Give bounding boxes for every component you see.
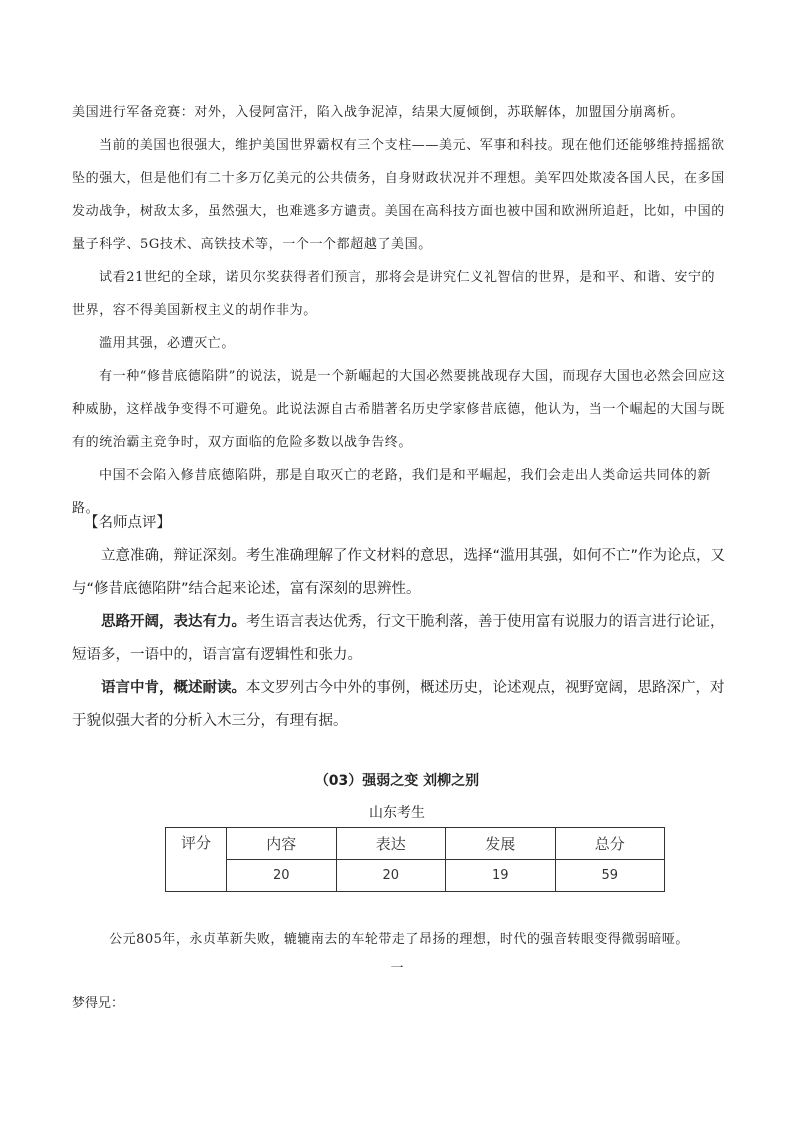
score-value: 59 <box>555 860 665 892</box>
score-header: 发展 <box>446 828 556 860</box>
comment-heading: 【名师点评】 <box>84 515 171 531</box>
score-row-label: 评分 <box>166 828 227 892</box>
score-header: 表达 <box>336 828 446 860</box>
essay-title: （03）强弱之变 刘柳之别 <box>314 773 480 789</box>
essay-body <box>72 96 726 525</box>
comment-paragraph-3 <box>72 672 726 738</box>
essay-opening-line: 公元805年，永贞革新失败，辘辘南去的车轮带走了昂扬的理想，时代的强音转眼变得微弱暗哑。 <box>109 932 689 947</box>
comment-point-3: 语言中肯，概述耐读。 <box>101 680 246 696</box>
letter-salutation: 梦得兄： <box>72 996 125 1011</box>
comment-text-3: 本文罗列古今中外的事例，概述历史，论述观点，视野宽阔，思路深广，对于貌似强大者的分析入木三分，有理有据。 <box>72 680 725 729</box>
score-header-row <box>166 828 665 860</box>
score-value: 20 <box>227 860 337 892</box>
score-value-row <box>166 860 665 892</box>
score-value: 19 <box>446 860 556 892</box>
score-table <box>165 827 665 892</box>
score-header: 内容 <box>227 828 337 860</box>
teacher-comment <box>72 507 726 738</box>
essay-author: 山东考生 <box>369 805 425 821</box>
essay-paragraph: 美国进行军备竞赛：对外，入侵阿富汗，陷入战争泥淖，结果大厦倾倒，苏联解体，加盟国分崩离析。 <box>72 105 685 120</box>
comment-paragraph-2 <box>72 606 726 672</box>
essay-paragraph: 试看21世纪的全球，诺贝尔奖获得者们预言，那将会是讲究仁义礼智信的世界，是和平、和谐、安宁的世界，容不得美国新杈主义的胡作非为。 <box>72 270 716 318</box>
comment-point-2: 思路开阔，表达有力。 <box>101 614 246 630</box>
comment-paragraph-1 <box>72 540 726 606</box>
essay-paragraph: 有一种“修昔底德陷阱”的说法，说是一个新崛起的大国必然要挑战现存大国，而现存大国也必然会回应这种威胁，这样战争变得不可避免。此说法源自古希腊著名历史学家修昔底德，他认为，当一个崛起的大国与既有的统治霸主竞争时，双方面临的危险多数以战争告终。 <box>72 369 726 450</box>
score-value: 20 <box>336 860 446 892</box>
essay-paragraph: 当前的美国也很强大，维护美国世界霸权有三个支柱——美元、军事和科技。现在他们还能够维持摇摇欲坠的强大，但是他们有二十多万亿美元的公共债务，自身财政状况并不理想。美军四处欺凌各国人民，在多国发动战争，树敌太多，虽然强大，也难逃多方谴责。美国在高科技方面也被中国和欧洲所追赶，比如，中国的量子科学、5G技术、高铁技术等，一个一个都超越了美国。 <box>72 138 725 252</box>
essay-paragraph: 中国不会陷入修昔底德陷阱，那是自取灭亡的老路，我们是和平崛起，我们会走出人类命运共同体的新路。 <box>72 468 712 516</box>
comment-text-2: 考生语言表达优秀，行文干脆利落，善于使用富有说服力的语言进行论证，短语多，一语中的，语言富有逻辑性和张力。 <box>72 614 725 663</box>
comment-text-1: 考生准确理解了作文材料的意思，选择“滥用其强，如何不亡”作为论点，又与“修昔底德陷阱”结合起来论述，富有深刻的思辨性。 <box>72 548 726 597</box>
comment-point-1: 立意准确，辩证深刻。 <box>101 548 246 564</box>
section-mark: 一 <box>390 961 404 976</box>
score-header: 总分 <box>555 828 665 860</box>
essay-paragraph: 滥用其强，必遭灭亡。 <box>99 336 236 351</box>
